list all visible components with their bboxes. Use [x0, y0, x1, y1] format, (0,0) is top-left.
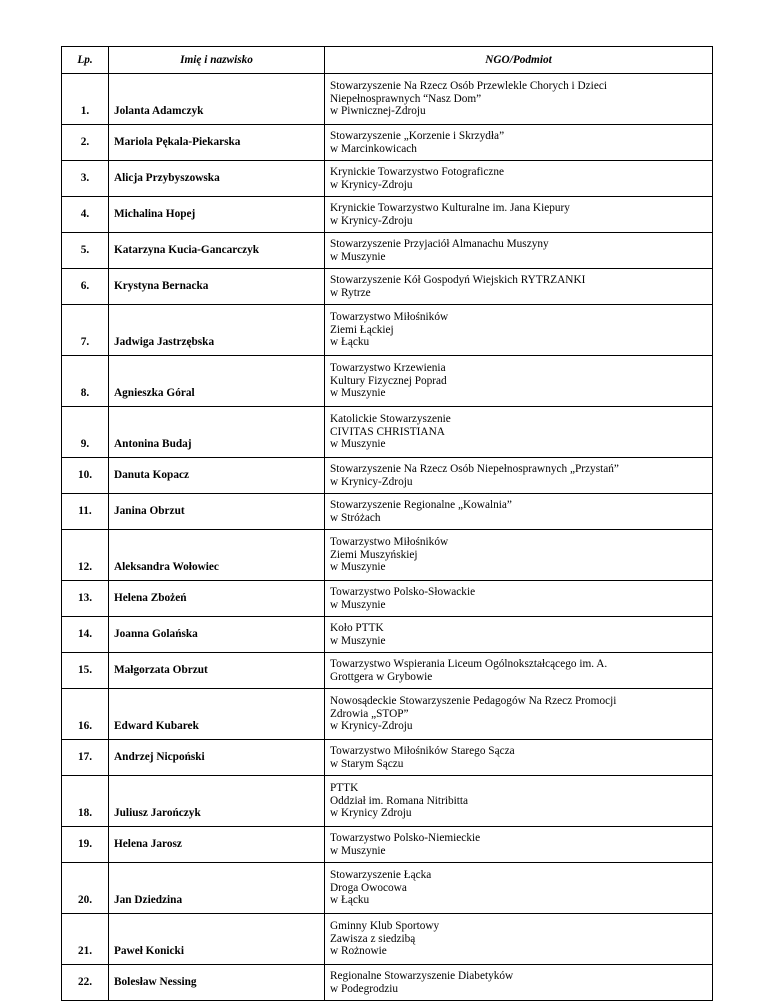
- ngo-cell: [325, 74, 713, 125]
- person-name: Jadwiga Jastrzębska: [109, 305, 325, 356]
- table-row: [62, 827, 713, 863]
- row-number: 9.: [62, 407, 109, 458]
- table-row: [62, 407, 713, 458]
- ngo-line: Towarzystwo Miłośników: [330, 536, 449, 549]
- person-name: Katarzyna Kucia-Gancarczyk: [109, 233, 325, 269]
- ngo-line: Stowarzyszenie Przyjaciół Almanachu Muszyny: [330, 237, 549, 250]
- header-ngo: NGO/Podmiot: [325, 47, 713, 74]
- ngo-line: Regionalne Stowarzyszenie Diabetyków: [330, 969, 514, 982]
- row-number: 13.: [62, 581, 109, 617]
- ngo-line: Ziemi Muszyńskiej: [330, 548, 418, 561]
- table-header-row: [62, 47, 713, 74]
- ngo-line: Stowarzyszenie Kół Gospodyń Wiejskich RYTRZANKI: [330, 273, 586, 286]
- row-number: 12.: [62, 530, 109, 581]
- ngo-line: w Łącku: [330, 894, 370, 907]
- ngo-line: Koło PTTK: [330, 621, 384, 634]
- ngo-cell: [325, 617, 713, 653]
- ngo-line: Krynickie Towarzystwo Kulturalne im. Jana Kiepury: [330, 201, 570, 214]
- row-number: 1.: [62, 74, 109, 125]
- ngo-line: w Krynicy-Zdroju: [330, 720, 413, 733]
- ngo-line: w Krynicy-Zdroju: [330, 475, 413, 488]
- ngo-line: Stowarzyszenie Na Rzecz Osób Przewlekle Chorych i Dzieci: [330, 80, 607, 93]
- ngo-line: Niepełnosprawnych “Nasz Dom”: [330, 92, 482, 105]
- row-number: 18.: [62, 776, 109, 827]
- ngo-line: Stowarzyszenie Na Rzecz Osób Niepełnosprawnych „Przystań”: [330, 462, 619, 475]
- person-name: Juliusz Jarończyk: [109, 776, 325, 827]
- ngo-line: Ziemi Łąckiej: [330, 323, 394, 336]
- ngo-line: w Muszynie: [330, 250, 386, 263]
- ngo-line: w Rytrze: [330, 286, 371, 299]
- ngo-line: w Muszynie: [330, 634, 386, 647]
- ngo-line: CIVITAS CHRISTIANA: [330, 425, 445, 438]
- table-row: [62, 161, 713, 197]
- ngo-cell: [325, 914, 713, 965]
- person-name: Jolanta Adamczyk: [109, 74, 325, 125]
- ngo-line: Oddział im. Romana Nitribitta: [330, 794, 469, 807]
- person-name: Andrzej Nicpoński: [109, 740, 325, 776]
- ngo-cell: [325, 305, 713, 356]
- person-name: Janina Obrzut: [109, 494, 325, 530]
- row-number: 19.: [62, 827, 109, 863]
- table-row: [62, 863, 713, 914]
- ngo-line: w Rożnowie: [330, 945, 387, 958]
- ngo-cell: [325, 689, 713, 740]
- ngo-line: Towarzystwo Polsko-Słowackie: [330, 585, 476, 598]
- document-page: [61, 46, 712, 1001]
- row-number: 4.: [62, 197, 109, 233]
- ngo-line: Katolickie Stowarzyszenie: [330, 413, 451, 426]
- table-row: [62, 653, 713, 689]
- ngo-cell: [325, 125, 713, 161]
- row-number: 7.: [62, 305, 109, 356]
- person-name: Antonina Budaj: [109, 407, 325, 458]
- ngo-cell: [325, 776, 713, 827]
- person-name: Alicja Przybyszowska: [109, 161, 325, 197]
- ngo-line: w Krynicy-Zdroju: [330, 178, 413, 191]
- ngo-line: Stowarzyszenie „Korzenie i Skrzydła”: [330, 129, 505, 142]
- ngo-cell: [325, 233, 713, 269]
- person-name: Helena Jarosz: [109, 827, 325, 863]
- table-row: [62, 458, 713, 494]
- row-number: 6.: [62, 269, 109, 305]
- ngo-line: w Stróżach: [330, 511, 381, 524]
- table-row: [62, 914, 713, 965]
- row-number: 15.: [62, 653, 109, 689]
- person-name: Agnieszka Góral: [109, 356, 325, 407]
- table-row: [62, 494, 713, 530]
- person-name: Edward Kubarek: [109, 689, 325, 740]
- table-row: [62, 356, 713, 407]
- ngo-line: Droga Owocowa: [330, 881, 407, 894]
- table-row: [62, 617, 713, 653]
- ngo-line: w Krynicy Zdroju: [330, 807, 412, 820]
- ngo-line: Zawisza z siedzibą: [330, 932, 416, 945]
- table-row: [62, 776, 713, 827]
- table-row: [62, 581, 713, 617]
- ngo-line: w Marcinkowicach: [330, 142, 417, 155]
- ngo-line: w Starym Sączu: [330, 757, 404, 770]
- row-number: 5.: [62, 233, 109, 269]
- table-row: [62, 269, 713, 305]
- row-number: 10.: [62, 458, 109, 494]
- table-row: [62, 305, 713, 356]
- ngo-line: w Krynicy-Zdroju: [330, 214, 413, 227]
- row-number: 22.: [62, 965, 109, 1001]
- ngo-line: Zdrowia „STOP”: [330, 707, 409, 720]
- ngo-line: w Muszynie: [330, 438, 386, 451]
- row-number: 8.: [62, 356, 109, 407]
- ngo-line: PTTK: [330, 782, 359, 795]
- ngo-line: w Łącku: [330, 336, 370, 349]
- ngo-cell: [325, 740, 713, 776]
- person-name: Małgorzata Obrzut: [109, 653, 325, 689]
- person-name: Danuta Kopacz: [109, 458, 325, 494]
- ngo-line: Towarzystwo Krzewienia: [330, 362, 446, 375]
- table-row: [62, 125, 713, 161]
- ngo-line: Towarzystwo Miłośników: [330, 311, 449, 324]
- table-body: [62, 74, 713, 1001]
- row-number: 17.: [62, 740, 109, 776]
- ngo-line: Towarzystwo Miłośników Starego Sącza: [330, 744, 515, 757]
- row-number: 3.: [62, 161, 109, 197]
- ngo-line: Krynickie Towarzystwo Fotograficzne: [330, 165, 505, 178]
- table-row: [62, 740, 713, 776]
- header-name: Imię i nazwisko: [109, 47, 325, 74]
- row-number: 14.: [62, 617, 109, 653]
- ngo-cell: [325, 407, 713, 458]
- row-number: 2.: [62, 125, 109, 161]
- ngo-cell: [325, 197, 713, 233]
- ngo-cell: [325, 269, 713, 305]
- ngo-line: w Muszynie: [330, 387, 386, 400]
- ngo-line: Grottgera w Grybowie: [330, 670, 433, 683]
- person-name: Jan Dziedzina: [109, 863, 325, 914]
- person-name: Michalina Hopej: [109, 197, 325, 233]
- person-name: Paweł Konicki: [109, 914, 325, 965]
- ngo-cell: [325, 965, 713, 1001]
- table-row: [62, 530, 713, 581]
- ngo-line: w Muszynie: [330, 844, 386, 857]
- table-row: [62, 74, 713, 125]
- table-row: [62, 965, 713, 1001]
- person-name: Joanna Golańska: [109, 617, 325, 653]
- ngo-line: w Muszynie: [330, 561, 386, 574]
- ngo-cell: [325, 530, 713, 581]
- ngo-cell: [325, 356, 713, 407]
- table-row: [62, 689, 713, 740]
- ngo-line: Gminny Klub Sportowy: [330, 920, 440, 933]
- person-name: Helena Zbożeń: [109, 581, 325, 617]
- row-number: 20.: [62, 863, 109, 914]
- ngo-cell: [325, 581, 713, 617]
- header-lp: Lp.: [62, 47, 109, 74]
- ngo-line: w Podegrodziu: [330, 982, 399, 995]
- person-name: Bolesław Nessing: [109, 965, 325, 1001]
- ngo-cell: [325, 161, 713, 197]
- ngo-line: w Muszynie: [330, 598, 386, 611]
- person-name: Krystyna Bernacka: [109, 269, 325, 305]
- table-row: [62, 233, 713, 269]
- ngo-line: Towarzystwo Polsko-Niemieckie: [330, 831, 481, 844]
- ngo-line: Stowarzyszenie Łącka: [330, 869, 432, 882]
- ngo-line: Nowosądeckie Stowarzyszenie Pedagogów Na Rzecz Promocji: [330, 695, 617, 708]
- table-row: [62, 197, 713, 233]
- ngo-table: [61, 46, 713, 1001]
- ngo-cell: [325, 458, 713, 494]
- ngo-line: Stowarzyszenie Regionalne „Kowalnia”: [330, 498, 512, 511]
- ngo-line: w Piwnicznej-Zdroju: [330, 105, 426, 118]
- row-number: 11.: [62, 494, 109, 530]
- row-number: 21.: [62, 914, 109, 965]
- ngo-cell: [325, 494, 713, 530]
- ngo-line: Towarzystwo Wspierania Liceum Ogólnokształcącego im. A.: [330, 657, 608, 670]
- ngo-cell: [325, 863, 713, 914]
- ngo-cell: [325, 653, 713, 689]
- ngo-cell: [325, 827, 713, 863]
- person-name: Aleksandra Wołowiec: [109, 530, 325, 581]
- ngo-line: Kultury Fizycznej Poprad: [330, 374, 447, 387]
- person-name: Mariola Pękala-Piekarska: [109, 125, 325, 161]
- row-number: 16.: [62, 689, 109, 740]
